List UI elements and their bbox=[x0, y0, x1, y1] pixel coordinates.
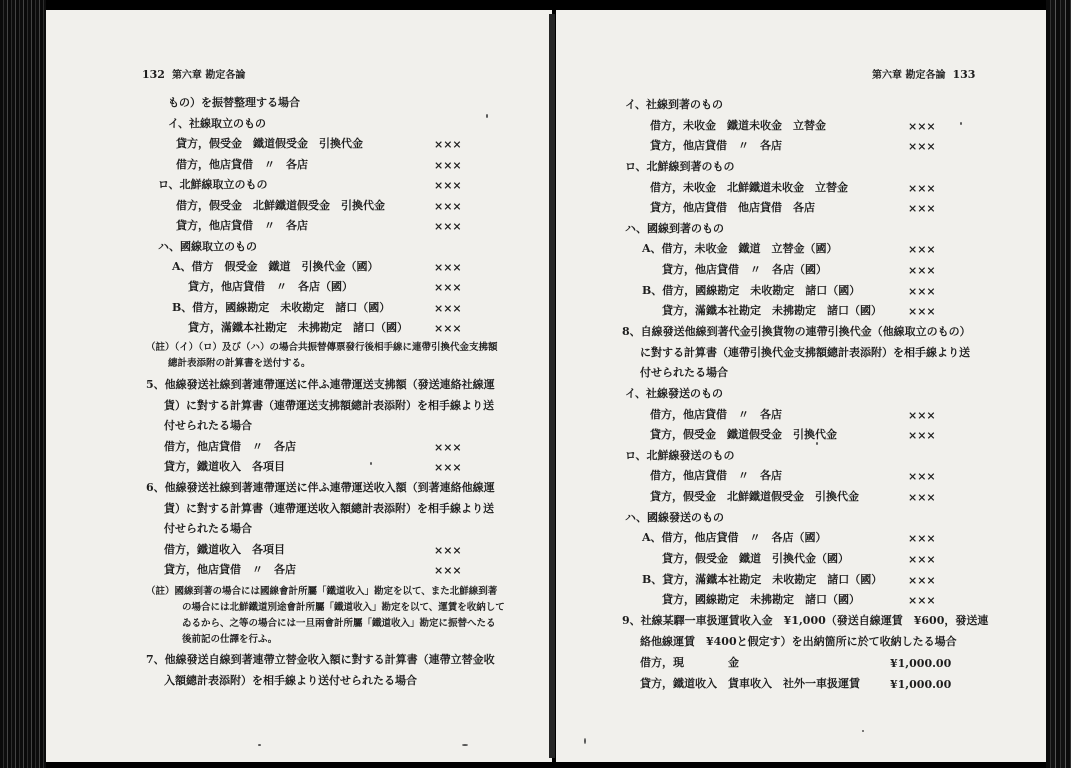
book-gutter bbox=[549, 14, 555, 758]
text-line: 貸方，假受金 鐵道 引換代金（國） bbox=[662, 552, 849, 565]
text-line: 貸方，他店貸借 〃 各店 bbox=[650, 139, 782, 152]
text-line: 借方，未收金 鐵道未收金 立替金 bbox=[650, 119, 826, 132]
amount: ××× bbox=[908, 553, 936, 566]
text-line: 6、他線發送社線到著連帶運送に伴ふ連帶運送收入額（到著連絡他線運 bbox=[146, 481, 495, 494]
text-line: A、借方，未收金 鐵道 立替金（國） bbox=[642, 242, 838, 255]
text-line: に對する計算書（連帶引換代金支拂額總計表添附）を相手線より送 bbox=[640, 346, 970, 359]
scan-speck bbox=[584, 738, 586, 744]
text-line: 絡他線運賃 ¥400と假定す）を出納箇所に於て收納したる場合 bbox=[640, 635, 957, 648]
text-line: 貸方，假受金 鐵道假受金 引換代金 bbox=[176, 137, 363, 150]
text-line: A、借方 假受金 鐵道 引換代金（國） bbox=[172, 260, 379, 273]
text-line: ロ、北鮮線發送のもの bbox=[625, 449, 735, 462]
text-line: 貨）に對する計算書（連帶運送收入額總計表添附）を相手線より送 bbox=[164, 502, 494, 515]
text-line: B、貸方，滿鐵本社勘定 未收勘定 諸口（國） bbox=[642, 573, 883, 586]
scan-edge-left bbox=[0, 0, 46, 768]
amount: ××× bbox=[434, 544, 462, 557]
text-line: 貸方，他店貸借 〃 各店 bbox=[164, 563, 296, 576]
amount: ××× bbox=[434, 138, 462, 151]
text-line: 貸方，他店貸借 他店貸借 各店 bbox=[650, 201, 815, 214]
amount: ××× bbox=[908, 182, 936, 195]
text-line: B、借方，國線勘定 未收勘定 諸口（國） bbox=[642, 284, 861, 297]
chapter-title: 第六章 勘定各論 bbox=[872, 70, 946, 81]
amount: ¥1,000.00 bbox=[890, 657, 952, 670]
page-number: 133 bbox=[952, 68, 976, 81]
text-line: 貸方，滿鐵本社勘定 未拂勘定 諸口（國） bbox=[188, 321, 408, 334]
amount: ××× bbox=[908, 532, 936, 545]
text-line: 貸方，鐵道收入 貨車收入 社外一車扱運賃 bbox=[640, 677, 860, 690]
amount: ××× bbox=[434, 220, 462, 233]
text-line: 貸方，他店貸借 〃 各店 bbox=[176, 219, 308, 232]
note-line: （註）（イ）（ロ）及び（ハ）の場合共振替傳票發行後相手線に連帶引換代金支拂額 bbox=[146, 342, 498, 353]
amount: ××× bbox=[434, 281, 462, 294]
amount: ××× bbox=[434, 200, 462, 213]
scan-edge-right bbox=[1046, 0, 1071, 768]
note-line: 總計表添附の計算書を送付する。 bbox=[168, 358, 311, 369]
text-line: イ、社線取立のもの bbox=[168, 117, 267, 130]
amount: ××× bbox=[908, 264, 936, 277]
note-line: の場合には北鮮鐵道別途會計所屬「鐵道收入」勘定を以て、運賃を收納して bbox=[182, 602, 505, 613]
text-line: 9、社線某驛一車扱運賃收入金 ¥1,000（發送自線運賃 ¥600，發送連 bbox=[622, 614, 989, 627]
scan-speck bbox=[462, 744, 468, 746]
text-line: 借方，他店貸借 〃 各店 bbox=[176, 158, 308, 171]
text-line: ロ、北鮮線取立のもの bbox=[158, 178, 268, 191]
amount: ××× bbox=[434, 179, 462, 192]
text-line: 貸方，他店貸借 〃 各店（國） bbox=[188, 280, 353, 293]
text-line: 付せられたる場合 bbox=[640, 366, 728, 379]
amount: ××× bbox=[908, 140, 936, 153]
text-line: A、借方，他店貸借 〃 各店（國） bbox=[642, 531, 827, 544]
amount: ××× bbox=[908, 594, 936, 607]
text-line: イ、社線發送のもの bbox=[625, 387, 724, 400]
amount: ××× bbox=[908, 305, 936, 318]
text-line: 借方，他店貸借 〃 各店 bbox=[650, 408, 782, 421]
amount: ¥1,000.00 bbox=[890, 678, 952, 691]
page-number: 132 bbox=[142, 68, 165, 81]
text-line: 借方，未收金 北鮮鐵道未收金 立替金 bbox=[650, 181, 848, 194]
amount: ××× bbox=[908, 491, 936, 504]
amount: ××× bbox=[908, 470, 936, 483]
amount: ××× bbox=[434, 261, 462, 274]
left-page bbox=[46, 10, 552, 762]
text-line: B、借方，國線勘定 未收勘定 諸口（國） bbox=[172, 301, 391, 314]
text-line: もの）を振替整理する場合 bbox=[168, 96, 300, 109]
amount: ××× bbox=[908, 429, 936, 442]
text-line: 借方，假受金 北鮮鐵道假受金 引換代金 bbox=[176, 199, 385, 212]
amount: ××× bbox=[908, 285, 936, 298]
scan-speck bbox=[960, 122, 962, 125]
amount: ××× bbox=[434, 322, 462, 335]
amount: ××× bbox=[434, 441, 462, 454]
text-line: ロ、北鮮線到著のもの bbox=[625, 160, 735, 173]
scan-speck bbox=[862, 730, 864, 732]
text-line: ハ、國線取立のもの bbox=[158, 240, 257, 253]
scan-speck bbox=[370, 462, 372, 465]
text-line: 借方，他店貸借 〃 各店 bbox=[164, 440, 296, 453]
text-line: 7、他線發送自線到著連帶立替金收入額に對する計算書（連帶立替金收 bbox=[146, 653, 495, 666]
text-line: 貨）に對する計算書（連帶運送支拂額總計表添附）を相手線より送 bbox=[164, 399, 494, 412]
text-line: 借方，鐵道收入 各項目 bbox=[164, 543, 285, 556]
scan-speck bbox=[258, 744, 261, 746]
amount: ××× bbox=[908, 574, 936, 587]
text-line: 貸方，鐵道收入 各項目 bbox=[164, 460, 285, 473]
right-page-header bbox=[872, 66, 975, 81]
left-page-header bbox=[142, 66, 245, 81]
text-line: 貸方，他店貸借 〃 各店（國） bbox=[662, 263, 827, 276]
amount: ××× bbox=[434, 159, 462, 172]
amount: ××× bbox=[908, 202, 936, 215]
text-line: 借方，現 金 bbox=[640, 656, 739, 669]
text-line: 8、自線發送他線到著代金引換貨物の連帶引換代金（他線取立のもの） bbox=[622, 325, 971, 338]
amount: ××× bbox=[434, 461, 462, 474]
text-line: 5、他線發送社線到著連帶運送に伴ふ連帶運送支拂額（發送連絡社線運 bbox=[146, 378, 495, 391]
text-line: ハ、國線發送のもの bbox=[625, 511, 724, 524]
text-line: 貸方，滿鐵本社勘定 未拂勘定 諸口（國） bbox=[662, 304, 882, 317]
amount: ××× bbox=[434, 302, 462, 315]
scan-speck bbox=[486, 114, 488, 118]
text-line: 入額總計表添附）を相手線より送付せられたる場合 bbox=[164, 674, 417, 687]
chapter-title: 第六章 勘定各論 bbox=[171, 70, 246, 81]
text-line: 借方，他店貸借 〃 各店 bbox=[650, 469, 782, 482]
amount: ××× bbox=[908, 409, 936, 422]
note-line: ゐるから、之等の場合には一旦兩會計所屬「鐵道收入」勘定に振替へたる bbox=[182, 618, 496, 629]
amount: ××× bbox=[908, 243, 936, 256]
text-line: イ、社線到著のもの bbox=[625, 98, 724, 111]
amount: ××× bbox=[908, 120, 936, 133]
text-line: 貸方，國線勘定 未拂勘定 諸口（國） bbox=[662, 593, 860, 606]
text-line: ハ、國線到著のもの bbox=[625, 222, 724, 235]
text-line: 貸方，假受金 鐵道假受金 引換代金 bbox=[650, 428, 837, 441]
text-line: 付せられたる場合 bbox=[164, 419, 252, 432]
amount: ××× bbox=[434, 564, 462, 577]
text-line: 貸方，假受金 北鮮鐵道假受金 引換代金 bbox=[650, 490, 859, 503]
note-line: （註）國線到著の場合には國線會計所屬「鐵道收入」勘定を以て、また北鮮線到著 bbox=[146, 586, 498, 597]
right-page bbox=[556, 10, 1046, 762]
text-line: 付せられたる場合 bbox=[164, 522, 252, 535]
note-line: 後前記の仕譯を行ふ。 bbox=[182, 634, 278, 645]
scan-speck bbox=[816, 442, 818, 445]
